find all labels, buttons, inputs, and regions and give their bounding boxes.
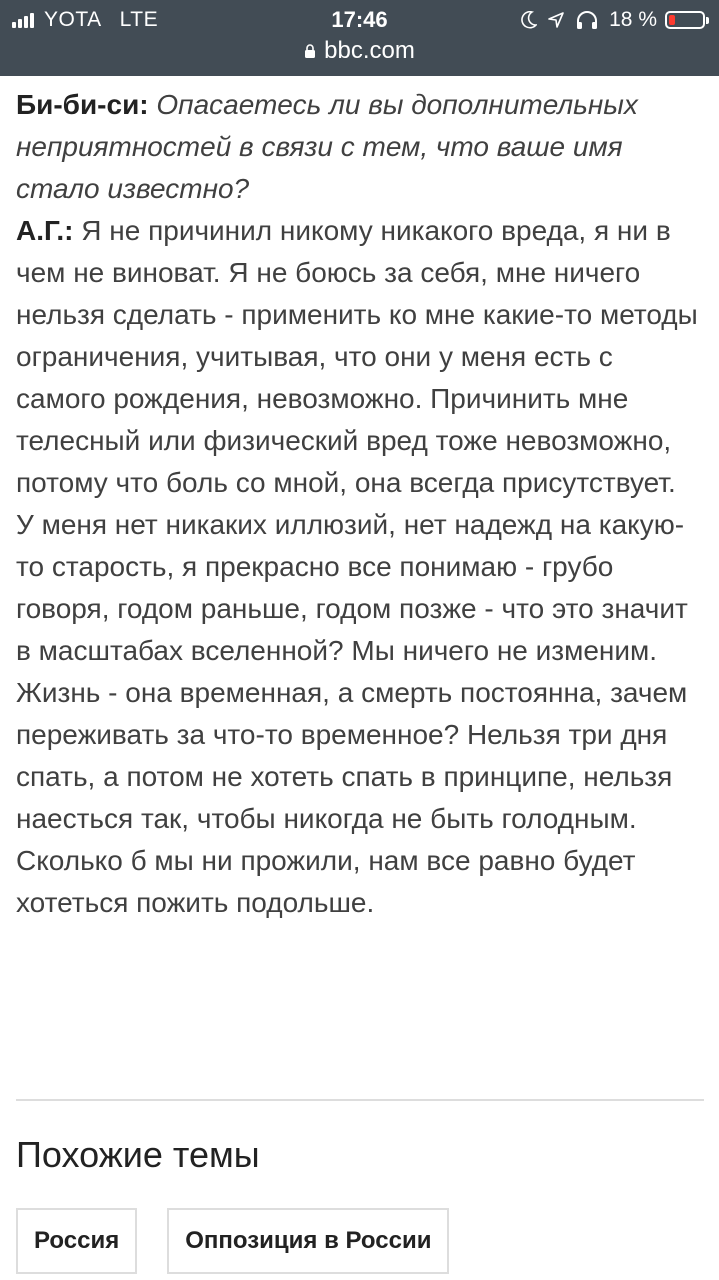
related-topics-title: Похожие темы [16,1134,260,1175]
do-not-disturb-moon-icon [521,11,537,29]
section-divider [16,1099,704,1101]
status-right [521,6,705,34]
topic-tag-opposition-in-russia[interactable]: Оппозиция в России [167,1208,449,1274]
status-bar [0,0,719,76]
carrier-name: YOTA [44,8,102,31]
answer-text: Я не причинил никому никакого вреда, я ни в чем не виноват. Я не боюсь за себя, мне ничего нельзя сделать - применить ко мне какие-то методы ограничения, учитывая, что они у меня есть с самого рождения, невозможно. Причинить мне телесный или физический вред тоже невозможно, потому что боль со мной, она всегда присутствует. [16,215,698,498]
battery-icon [665,11,705,29]
answer-speaker: А.Г.: [16,215,74,246]
question-speaker: Би-би-си: [16,89,149,120]
article-paragraph: У меня нет никаких иллюзий, нет надежд на какую-то старость, я прекрасно все понимаю - грубо говоря, годом раньше, годом позже - что это значит в масштабах вселенной? Мы ничего не изменим. Жизнь - она временная, а смерть постоянна, зачем переживать за что-то временное? Нельзя три дня спать, а потом не хотеть спать в принципе, нельзя наесться так, чтобы никогда не быть голодным. Сколько б мы ни прожили, нам все равно будет хотеться пожить подольше. [16,509,688,918]
interview-question [16,84,700,210]
topic-tag-russia[interactable]: Россия [16,1208,137,1274]
question-text: Опасаетесь ли вы дополнительных неприятностей в связи с тем, что ваше имя стало известно? [16,89,638,204]
network-type: LTE [119,8,159,31]
related-topics-list [16,1208,479,1274]
lock-icon [304,43,316,59]
interview-answer [16,210,700,504]
article-body [16,84,700,924]
headphones-icon [575,10,599,30]
location-arrow-icon [547,11,565,29]
battery-percent: 18 % [609,8,657,31]
url-domain[interactable]: bbc.com [324,37,415,64]
battery-fill [669,15,675,25]
address-bar[interactable] [0,36,719,66]
clock: 17:46 [331,7,388,32]
